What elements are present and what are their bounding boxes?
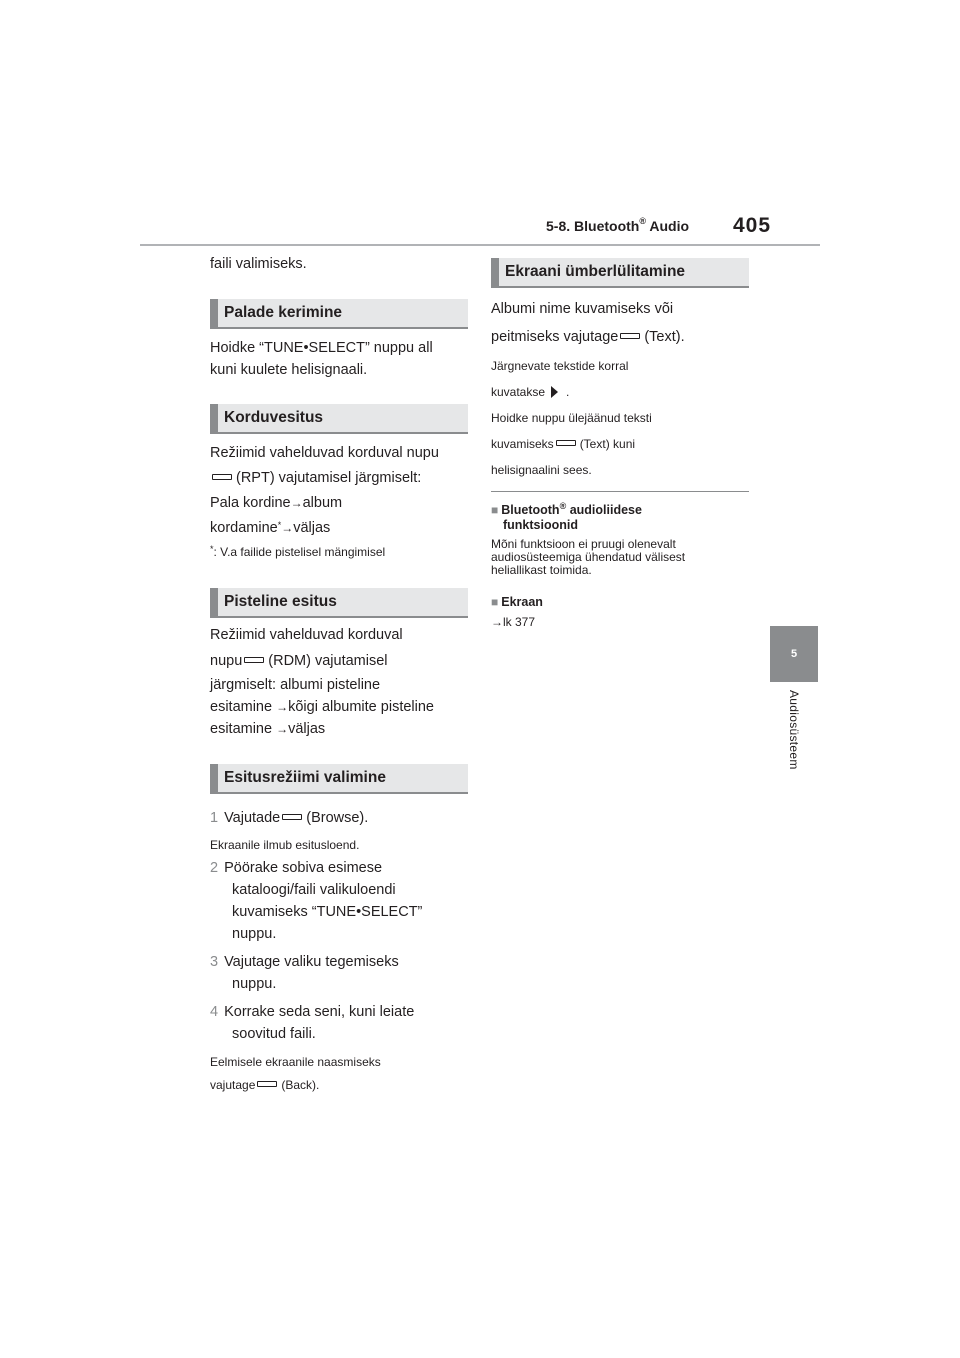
back-note: Eelmisele ekraanile naasmiseks vajutage (Back). — [210, 1055, 381, 1092]
info-heading-bluetooth: ■ Bluetooth® audioliidese funktsioonid — [491, 501, 642, 533]
more-text-icon — [551, 386, 558, 398]
paragraph: Režiimid vahelduvad korduval nupu (RPT) vajutamisel järgmiselt: Pala kordine→album kordamine*→väljas — [210, 445, 439, 536]
section-heading-pisteline-esitus: Pisteline esitus — [210, 588, 468, 618]
page-number: 405 — [733, 214, 772, 237]
chapter-side-title: Audiosüsteem — [787, 690, 801, 770]
text-display-note: Järgnevate tekstide korral kuvatakse . Hoidke nuppu ülejäänud teksti kuvamiseks (Text) kuni helisignaalini sees. — [491, 359, 652, 477]
section-heading-ekraani-umberlulitamine: Ekraani ümberlülitamine — [491, 258, 749, 288]
section-heading-palade-kerimine: Palade kerimine — [210, 299, 468, 329]
info-heading-ekraan: ■ Ekraan — [491, 595, 543, 609]
section-heading-esitusreziimi-valimine: Esitusrežiimi valimine — [210, 764, 468, 794]
page-reference: →lk 377 — [491, 615, 536, 629]
paragraph: Režiimid vahelduvad korduval nupu (RDM) vajutamisel järgmiselt: albumi pisteline esitamine →kõigi albumite pisteline esitamine →väljas — [210, 627, 434, 737]
header-divider — [140, 244, 820, 246]
button-icon — [257, 1081, 277, 1087]
section-title: 5-8. Bluetooth® Audio — [546, 216, 690, 234]
step-note: Ekraanile ilmub esitusloend. — [210, 838, 360, 852]
button-icon — [282, 814, 302, 820]
button-icon — [620, 333, 640, 339]
button-icon — [212, 474, 232, 480]
step-4: 4 Korrake seda seni, kuni leiate soovitud faili. — [210, 1004, 415, 1042]
info-paragraph: Mõni funktsioon ei pruugi olenevalt audiosüsteemiga ühendatud välisest heliallikast toimida. — [491, 537, 686, 577]
intro-text: faili valimiseks. — [210, 256, 307, 272]
section-heading-korduvesitus: Korduvesitus — [210, 404, 468, 434]
step-2: 2 Pöörake sobiva esimese kataloogi/faili valikuloendi kuvamiseks “TUNE•SELECT” nuppu. — [210, 860, 423, 942]
footnote: *: V.a failide pistelisel mängimisel — [210, 544, 386, 559]
paragraph: Albumi nime kuvamiseks või peitmiseks vajutage (Text). — [491, 301, 685, 345]
step-1: 1 Vajutade (Browse). — [210, 810, 369, 826]
button-icon — [244, 657, 264, 663]
divider — [491, 491, 749, 492]
chapter-tab: 5 — [770, 626, 818, 682]
paragraph: Hoidke “TUNE•SELECT” nuppu all kuni kuulete helisignaali. — [210, 340, 433, 378]
button-icon — [556, 440, 576, 446]
step-3: 3 Vajutage valiku tegemiseks nuppu. — [210, 954, 399, 992]
